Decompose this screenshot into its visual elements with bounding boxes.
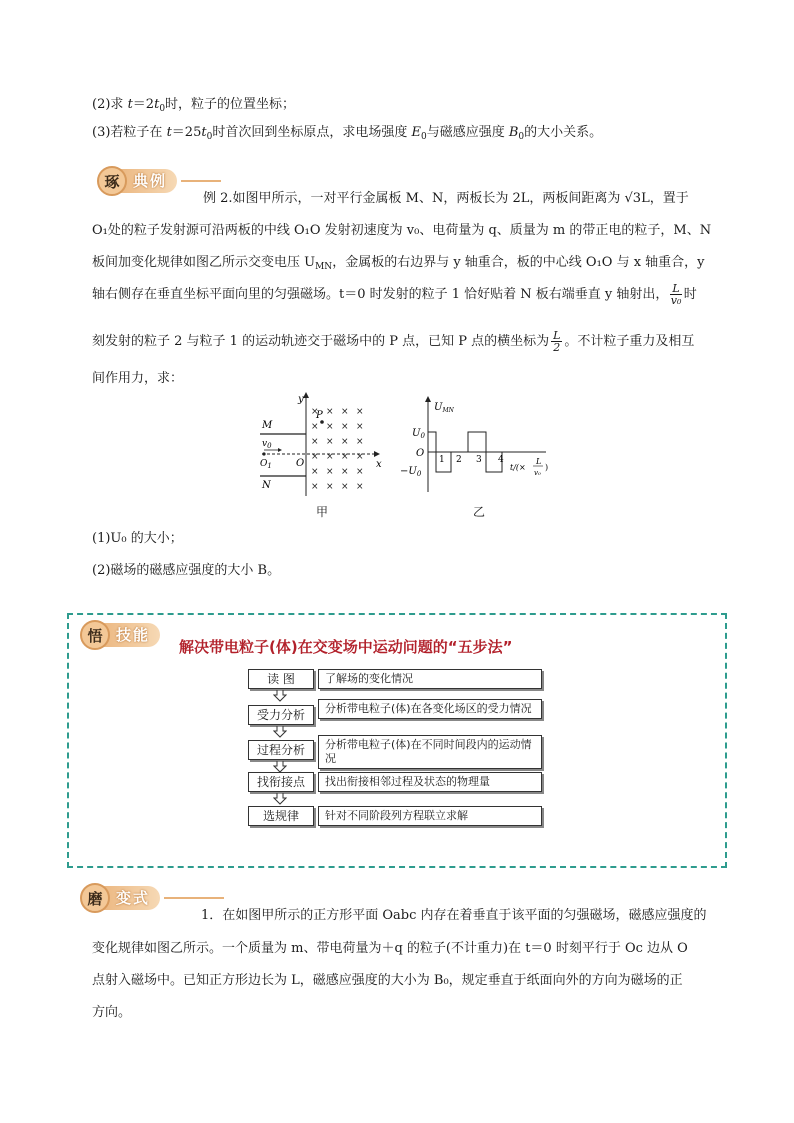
badge-circle-icon: 磨 [80,883,110,913]
badge-divider [181,180,221,182]
text: 0 [518,132,525,142]
svg-text:×: × [326,437,334,447]
step-4-desc: 找出衔接相邻过程及状态的物理量 [318,772,542,792]
plate-m-label: M [262,420,273,431]
umn-label: $U_{MN}$ [434,402,454,414]
step-5-desc: 针对不同阶段列方程联立求解 [318,806,542,826]
step-2-label: 受力分析 [248,705,314,725]
svg-text:×: × [326,407,334,417]
plate-n-label: N [262,480,271,491]
step-1-desc: 了解场的变化情况 [318,669,542,689]
text: 0 [420,132,427,142]
question-3 [92,124,602,146]
question-2 [92,96,295,118]
step-3-label: 过程分析 [248,740,314,760]
text: 轴右侧存在垂直坐标平面向里的匀强磁场。t＝0 时发射的粒子 1 恰好贴着 N 板右端垂直 y 轴射出， [92,287,669,302]
text: (2)求 [92,97,128,112]
figure-yi-caption: 乙 [473,505,486,519]
text: MN [315,262,333,272]
text: 。不计粒子重力及相互 [564,334,695,349]
down-arrow-icon [273,690,287,702]
o1-label: $O_1$ [260,459,272,470]
svg-text:×: × [356,467,364,477]
variant-line-1: 1．在如图甲所示的正方形平面 Oabc 内存在着垂直于该平面的匀强磁场，磁感应强度的 [201,908,707,923]
fraction [551,330,562,353]
text: 时首次回到坐标原点，求电场强度 [212,125,412,140]
svg-text:×: × [341,437,349,447]
svg-text:×: × [326,452,334,462]
origin-label: O [296,458,305,469]
svg-text:×: × [356,422,364,432]
y-axis-arrow-icon [303,392,309,398]
svg-text:×: × [356,407,364,417]
tick-1: 1 [439,455,445,465]
origin-label: O [416,448,425,459]
point-p-label: P [316,410,323,421]
svg-text:×: × [356,437,364,447]
tick-4: 4 [498,455,504,465]
skill-box-title: 解决带电粒子(体)在交变场中运动问题的“五步法” [179,638,513,656]
variant-line-3: 点射入磁场中。已知正方形边长为 L，磁感应强度的大小为 B₀，规定垂直于纸面向外的方向为磁场的正 [92,973,683,988]
text: ＝2 [132,97,155,112]
text: ＝25 [171,125,202,140]
variant-line-2: 变化规律如图乙所示。一个质量为 m、带电荷量为＋q 的粒子(不计重力)在 t＝0 时刻平行于 Oc 边从 O [92,941,688,956]
text: 0 [159,104,166,114]
badge-tag: 变式 [102,886,160,910]
text: E [411,125,421,140]
svg-text:×: × [341,482,349,492]
svg-text:×: × [356,482,364,492]
t-axis-num: L [536,457,542,466]
text: 板间加变化规律如图乙所示交变电压 U [92,255,316,270]
example-line-5 [92,330,694,353]
text: 刻发射的粒子 2 与粒子 1 的运动轨迹交于磁场中的 P 点，已知 P 点的横坐标为 [92,334,550,349]
example-question-1: (1)U₀ 的大小； [92,531,183,546]
text: 0 [206,132,213,142]
numerator: L [672,282,680,295]
v0-label: $v_0$ [262,439,272,450]
text: t [127,97,133,112]
text: 与磁感应强度 [426,125,509,140]
svg-text:×: × [311,467,319,477]
text: 时，粒子的位置坐标； [165,97,296,112]
u-axis-arrow-icon [425,396,431,402]
t-axis-label: t/(× [510,463,526,472]
svg-text:×: × [326,482,334,492]
example-line-1: 例 2.如图甲所示，一对平行金属板 M、N，两板长为 2L，两板间距离为 √3L，置于 [203,191,689,206]
text: t [166,125,172,140]
text: ，金属板的右边界与 y 轴重合，板的中心线 O₁O 与 x 轴重合，y [332,255,705,270]
text: 的大小关系。 [524,125,603,140]
x-axis-arrow-icon [374,451,380,457]
step-4-label: 找衔接点 [248,772,314,792]
example-line-3 [92,254,705,276]
denominator: 2 [553,341,561,354]
y-axis-label: y [298,394,304,405]
down-arrow-icon [273,793,287,805]
text: B [508,125,519,140]
tick-2: 2 [456,455,462,465]
badge-tag: 技能 [102,623,160,647]
svg-text:×: × [311,437,319,447]
fraction [670,283,681,306]
badge-tag: 典例 [119,169,177,193]
u0-label: $U_0$ [412,428,425,440]
t-axis-den: v₀ [534,469,541,477]
step-3-desc: 分析带电粒子(体)在不同时间段内的运动情况 [318,735,542,769]
source-o1-dot [262,452,265,455]
text: (3)若粒子在 [92,125,167,140]
text: t [154,97,160,112]
step-1-label: 读 图 [248,669,314,689]
badge-circle-icon: 悟 [80,620,110,650]
figure-jia [252,392,392,502]
step-5-label: 选规律 [248,806,314,826]
step-2-desc: 分析带电粒子(体)在各变化场区的受力情况 [318,699,542,719]
neg-u0-label: $-U_0$ [400,466,422,478]
example-line-6: 间作用力，求： [92,371,184,386]
skill-badge [80,620,160,650]
example-line-4 [92,283,697,306]
down-arrow-icon [273,726,287,738]
example-question-2: (2)磁场的磁感应强度的大小 B。 [92,563,281,578]
svg-text:×: × [326,422,334,432]
text: t [201,125,207,140]
figure-jia-caption: 甲 [316,505,329,519]
svg-text:×: × [341,407,349,417]
variant-line-4: 方向。 [92,1005,132,1020]
text: 时 [683,287,697,302]
example-line-2: O₁处的粒子发射源可沿两板的中线 O₁O 发射初速度为 v₀、电荷量为 q、质量为 m 的带正电的粒子，M、N [92,223,712,238]
velocity-arrow-icon [278,448,282,452]
svg-text:×: × [356,452,364,462]
badge-circle-icon: 琢 [97,166,127,196]
denominator: v₀ [670,294,682,307]
x-axis-label: x [376,459,382,470]
svg-text:×: × [341,452,349,462]
svg-text:×: × [311,452,319,462]
svg-text:×: × [311,482,319,492]
svg-text:×: × [326,467,334,477]
svg-text:×: × [311,422,319,432]
t-axis-close: ) [545,463,549,472]
badge-divider [164,897,224,899]
svg-text:×: × [311,407,319,417]
numerator: L [553,329,561,342]
tick-3: 3 [476,455,482,465]
svg-text:×: × [341,467,349,477]
figure-yi [398,396,558,496]
svg-text:×: × [341,422,349,432]
